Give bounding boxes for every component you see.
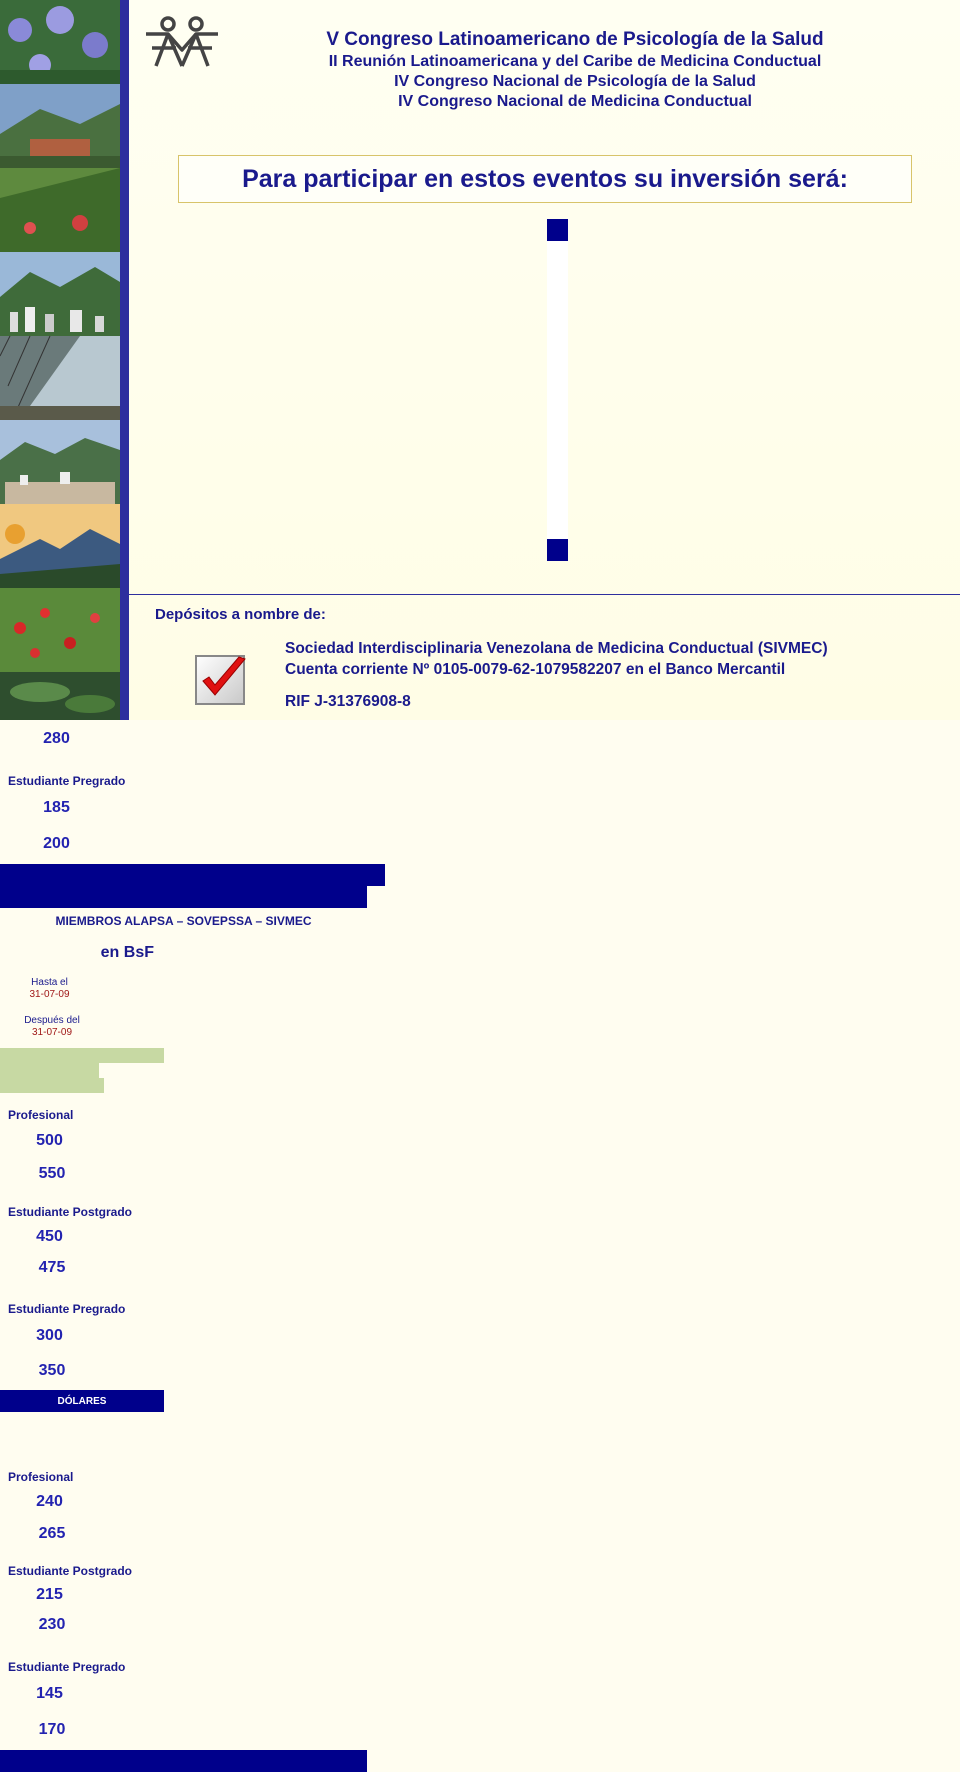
header-line-2: II Reunión Latinoamericana y del Caribe de Medicina Conductual [328,53,822,70]
table-1-row-label: Estudiante Pregrado [8,1302,126,1316]
table-1-group-title: MIEMBROS ALAPSA – SOVEPSSA – SIVMEC [55,914,312,928]
table-1-usd-blank [0,1434,104,1456]
table-1-price-before: 300 [36,1326,63,1344]
table-1-row-label: Profesional [8,1470,74,1484]
table-0-price-after: 280 [43,730,70,747]
mountain-building-photo [0,84,120,168]
table-1-price-before: 145 [36,1685,63,1702]
checkbox-check-icon [193,651,249,707]
photo-strip [0,0,120,720]
table-1-usd-label: DÓLARES [0,1390,164,1412]
table-1-col1-header [0,972,99,1010]
investment-headline: Para participar en estos eventos su inversión será: [178,155,912,203]
accent-bar [120,0,129,720]
header-line-4: IV Congreso Nacional de Medicina Conductual [398,93,752,110]
table-1-currency-label: en BsF [100,944,154,961]
city-valley-photo [0,252,120,336]
table-0-navy-band [0,864,385,886]
col2-label: Después del [24,1015,80,1026]
col2-date: 31-07-09 [31,1027,73,1038]
table-1-price-before: 215 [36,1586,63,1603]
table-1-price-before: 240 [36,1493,63,1510]
table-1-price-after: 550 [38,1164,66,1182]
table-1-price-after: 350 [38,1361,66,1379]
table-1-price-after: 170 [38,1721,66,1738]
table-0-price-after: 200 [43,835,70,852]
tables-gap-top [547,219,568,241]
green-slope-photo [0,168,120,252]
city-mountains-photo [0,420,120,504]
separator-line [129,594,960,595]
table-1-row-label: Estudiante Pregrado [8,1660,126,1674]
deposit-account-number: Cuenta corriente Nº 0105-0079-62-1079582207 en el Banco Mercantil [285,661,786,678]
table-1-row-label: Profesional [8,1108,74,1122]
tables-gap-bottom [547,539,568,561]
col1-label: Hasta el [31,977,68,988]
table-1-usd-blank [0,1412,99,1434]
glass-building-photo [0,336,120,420]
deposit-title: Depósitos a nombre de: [155,606,326,623]
table-1-navy-band [0,886,367,908]
table-1-green-band [0,1048,164,1063]
table-0-price-before: 185 [43,799,70,816]
table-1-price-after: 230 [38,1616,66,1633]
table-1-price-after: 265 [38,1525,66,1542]
table-1-green-band [0,1078,104,1093]
table-1-price-after: 475 [38,1258,66,1276]
red-flowers-photo [0,588,120,672]
header-line-1: V Congreso Latinoamericano de Psicología de la Salud [326,29,824,50]
tables-gap [547,241,568,561]
flowers-photo [0,0,120,84]
sunset-mountain-photo [0,504,120,588]
table-1-col2-header [0,1010,104,1048]
header-line-3: IV Congreso Nacional de Psicología de la Salud [394,73,756,90]
table-0-row-label: Estudiante Pregrado [8,774,126,788]
table-1-row-label: Estudiante Postgrado [8,1564,133,1578]
table-1-green-band [0,1063,99,1078]
deposit-rif: RIF J-31376908-8 [285,693,411,710]
deposit-account-holder: Sociedad Interdisciplinaria Venezolana de Medicina Conductual (SIVMEC) [285,640,828,657]
people-figures-logo-icon [142,14,222,70]
conference-header [250,28,900,112]
table-1-row-label: Estudiante Postgrado [8,1205,133,1219]
table-1-price-before: 500 [36,1131,63,1149]
table-1-navy-band [0,1750,367,1772]
col1-date: 31-07-09 [29,989,70,1000]
table-1-price-before: 450 [36,1227,63,1245]
leaves-photo [0,672,120,720]
